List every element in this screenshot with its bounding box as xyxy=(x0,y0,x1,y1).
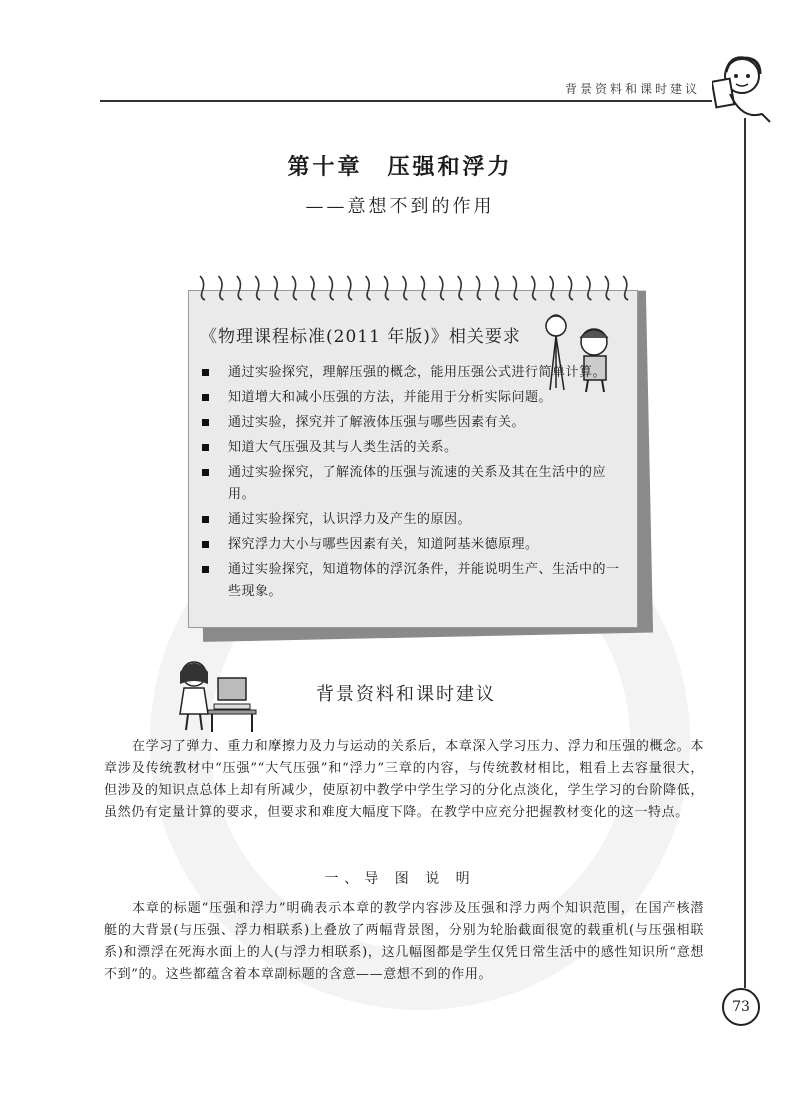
square-bullet-icon xyxy=(202,444,209,451)
binding-ring xyxy=(458,276,463,300)
chapter-subtitle: ——意想不到的作用 xyxy=(305,196,495,217)
page-number: 73 xyxy=(722,988,760,1026)
square-bullet-icon xyxy=(202,394,209,401)
list-item: 探究浮力大小与哪些因素有关，知道阿基米德原理。 xyxy=(198,534,628,556)
binding-ring xyxy=(255,276,260,300)
binding-ring xyxy=(274,276,279,300)
binding-ring xyxy=(550,276,555,300)
square-bullet-icon xyxy=(202,541,209,548)
binding-ring xyxy=(366,276,371,300)
square-bullet-icon xyxy=(202,566,209,573)
teacher-computer-icon xyxy=(168,656,258,732)
spiral-binding-icon xyxy=(188,272,638,302)
section-heading: 背景资料和课时建议 xyxy=(316,684,496,705)
body-paragraph: 本章的标题“压强和浮力”明确表示本章的教学内容涉及压强和浮力两个知识范围，在国产核潜艇的大背景(与压强、浮力相联系)上叠放了两幅背景图，分别为轮胎截面很宽的载重机(与压强相联系)和漂浮在死海水面上的人(与浮力相联系)，这几幅图都是学生仅凭日常生活中的感性知识所“意想不到”的。这些都蕴含着本章副标题的含意——意想不到的作用。 xyxy=(104,901,704,982)
binding-ring xyxy=(310,276,315,300)
list-item: 知道大气压强及其与人类生活的关系。 xyxy=(198,437,628,459)
header-rule xyxy=(100,100,712,102)
binding-ring xyxy=(347,276,352,300)
binding-ring xyxy=(329,276,334,300)
requirements-list xyxy=(198,362,628,606)
binding-ring xyxy=(531,276,536,300)
square-bullet-icon xyxy=(202,516,209,523)
subheading: 一、导 图 说 明 xyxy=(324,871,476,887)
binding-ring xyxy=(292,276,297,300)
list-item: 通过实验探究，了解流体的压强与流速的关系及其在生活中的应用。 xyxy=(198,462,628,506)
card-title: 《物理课程标准(2011 年版)》相关要求 xyxy=(200,327,521,347)
list-item: 通过实验探究，知道物体的浮沉条件，并能说明生产、生活中的一些现象。 xyxy=(198,559,628,603)
reading-child-icon xyxy=(712,50,778,124)
binding-ring xyxy=(218,276,223,300)
square-bullet-icon xyxy=(202,419,209,426)
binding-ring xyxy=(402,276,407,300)
binding-ring xyxy=(513,276,518,300)
binding-ring xyxy=(623,276,628,300)
binding-ring xyxy=(237,276,242,300)
binding-ring xyxy=(421,276,426,300)
binding-ring xyxy=(384,276,389,300)
square-bullet-icon xyxy=(202,469,209,476)
list-item: 通过实验探究，认识浮力及产生的原因。 xyxy=(198,509,628,531)
body-paragraph: 在学习了弹力、重力和摩擦力及力与运动的关系后，本章深入学习压力、浮力和压强的概念。本章涉及传统教材中“压强”“大气压强”和“浮力”三章的内容，与传统教材相比，粗看上去容量很大，但涉及的知识点总体上却有所减少，使原初中教学中学生学习的分化点淡化，学生学习的台阶降低，虽然仍有定量计算的要求，但要求和难度大幅度下降。在教学中应充分把握教材变化的这一特点。 xyxy=(104,739,704,820)
list-item: 通过实验探究，理解压强的概念，能用压强公式进行简单计算。 xyxy=(198,362,628,384)
chapter-title: 第十章 压强和浮力 xyxy=(287,155,513,180)
binding-ring xyxy=(605,276,610,300)
square-bullet-icon xyxy=(202,369,209,376)
list-item: 通过实验，探究并了解液体压强与哪些因素有关。 xyxy=(198,412,628,434)
binding-ring xyxy=(586,276,591,300)
binding-ring xyxy=(476,276,481,300)
binding-ring xyxy=(568,276,573,300)
binding-ring xyxy=(439,276,444,300)
side-rule xyxy=(744,118,746,988)
running-head: 背景资料和课时建议 xyxy=(564,82,700,96)
list-item: 知道增大和减小压强的方法，并能用于分析实际问题。 xyxy=(198,387,628,409)
binding-ring xyxy=(494,276,499,300)
binding-ring xyxy=(200,276,205,300)
